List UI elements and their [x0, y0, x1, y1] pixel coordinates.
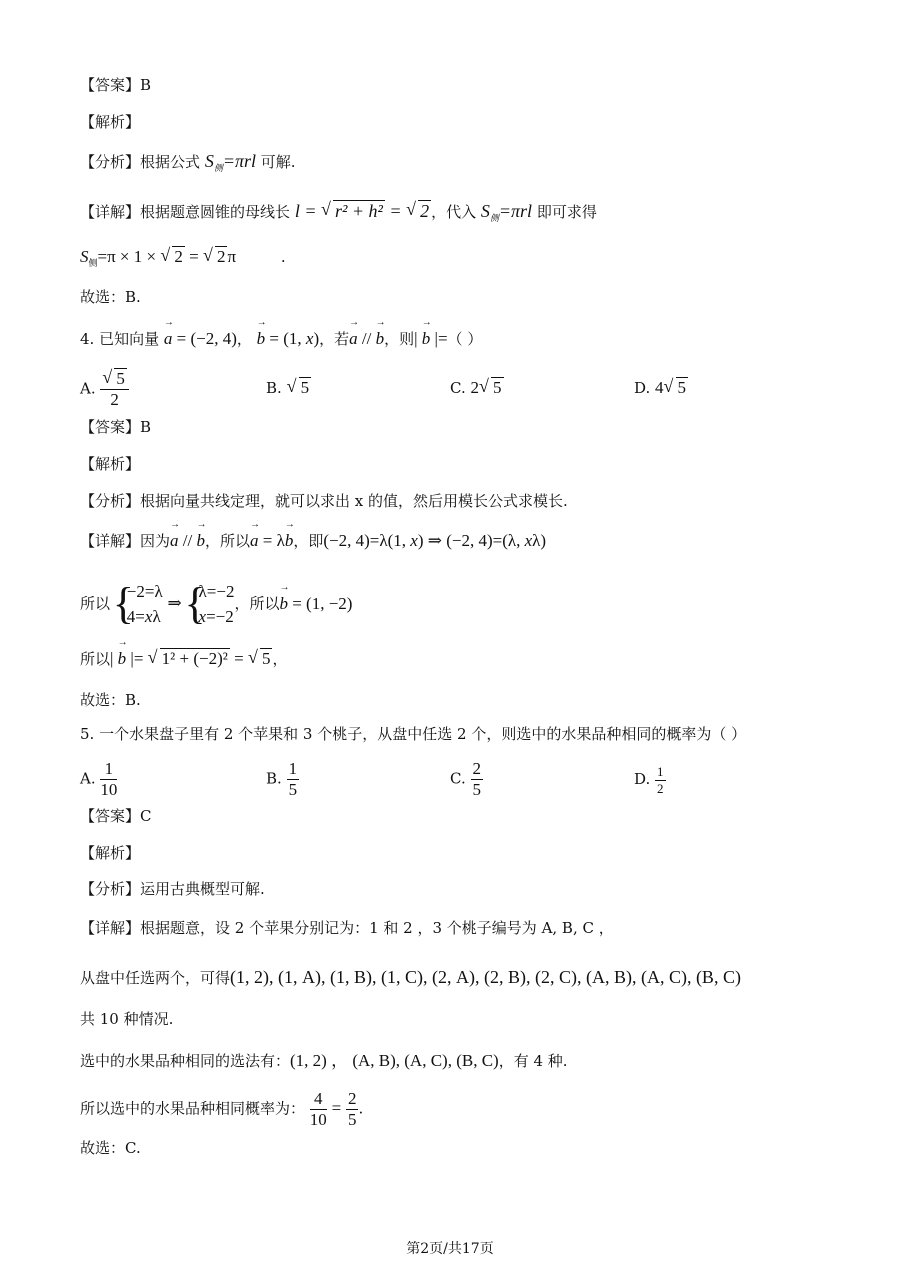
q3-formula-2: $S_侧=\pi rl$: [480, 201, 533, 223]
q3-answer: B: [140, 76, 152, 94]
q3-analysis-label: 【解析】: [80, 113, 141, 131]
q4-fenxi-line: [80, 494, 568, 509]
option-b-frac: $\frac{1}{5}$: [288, 759, 298, 799]
q4-norm: | → b |=: [414, 329, 447, 348]
answer-label: 【答案】: [80, 807, 141, 825]
q4-suoyi-b: ，所以: [234, 594, 280, 613]
q4-stem-text: 4. 已知向量: [80, 330, 160, 348]
q5-option-d: [634, 765, 666, 795]
q4-option-a: [80, 370, 129, 409]
q5-stem: 5. 一个水果盘子里有 2 个苹果和 3 个桃子，从盘中任选 2 个，则选中的水果品种相同的概率为（ ）: [80, 725, 747, 743]
q5-answer-line: [80, 809, 152, 824]
q4-answer: B: [140, 418, 152, 436]
q4-suoyi: 所以: [80, 650, 111, 668]
q4-stem-if: 若: [334, 330, 350, 348]
q4-coord-eq: (−2, 4)=λ(1, x) ⇒ (−2, 4)=(λ, xλ): [323, 531, 547, 550]
page-footer: 第2页/共17页: [406, 1241, 494, 1257]
q4-parallel: → a // → b: [349, 329, 384, 348]
q3-fenxi-tail: 可解.: [260, 153, 296, 171]
q5-fenxi-line: [80, 882, 265, 897]
q4-vector-a: → a = (−2, 4): [164, 329, 237, 348]
q3-detail-tail: 即可求得: [536, 203, 597, 221]
implies-icon: ⇒: [167, 593, 182, 613]
option-letter: B.: [266, 769, 282, 788]
option-letter: B.: [266, 379, 282, 397]
q4-detail-so: ，所以: [204, 532, 250, 550]
q3-detail-line: [80, 202, 597, 223]
q4-parallel-2: → a // → b: [170, 531, 205, 550]
choose-label: 故选：: [80, 1139, 126, 1157]
choose-label: 故选：: [80, 691, 126, 709]
option-c-math: 2√ 5: [471, 378, 504, 397]
option-a-frac: $\frac{1}{10}$: [100, 759, 118, 799]
q4-option-c: [450, 378, 504, 398]
q4-detail-text: 因为: [140, 532, 171, 550]
q3-detail-text: 根据题意圆锥的母线长: [140, 203, 291, 221]
fenxi-label: 【分析】: [80, 880, 141, 898]
option-c-frac: $\frac{2}{5}$: [472, 759, 481, 799]
q3-result-math: $S_侧=\pi \times 1$ × √ 2 = √ 2 π: [80, 247, 236, 266]
option-letter: D.: [634, 379, 651, 397]
q3-result-line: [80, 248, 286, 268]
q3-fenxi-line: [80, 152, 296, 173]
detail-label: 【详解】: [80, 919, 141, 937]
option-letter: D.: [634, 770, 651, 789]
q4-system-1: { −2=λ 4=xλ: [115, 580, 163, 629]
answer-label: 【答案】: [80, 76, 141, 94]
q3-detail-mid: ，代入: [431, 203, 477, 221]
q3-answer-line: [80, 78, 151, 93]
q5-frac-2: $\frac{2}{5}$: [347, 1089, 357, 1129]
q5-prob-text: 所以选中的水果品种相同概率为：: [80, 1099, 306, 1118]
q4-system-2: { λ=−2 x=−2: [187, 580, 235, 629]
q5-pairs-text: 从盘中任选两个，可得: [80, 969, 231, 987]
q5-answer: C: [140, 807, 152, 825]
q5-choose-line: [80, 1141, 141, 1156]
q4-stem-then: 则: [399, 330, 415, 348]
q5-pairs-line: [80, 968, 741, 986]
q4-norm-calc: | → b |= √ 1² + (−2)² = √ 5: [110, 649, 272, 668]
q4-choose: B.: [125, 691, 141, 709]
q4-stem: 4. 已知向量 → a = (−2, 4)， → b = (1, x)，若→ a // → b，则| → b |=（ ）: [80, 330, 482, 347]
q5-fenxi-text: 运用古典概型可解.: [140, 880, 265, 898]
q4-norm-line: 所以| → b |= √ 1² + (−2)² = √ 5 ，: [80, 650, 287, 667]
q4-b-result: → b = (1, −2): [279, 594, 352, 613]
q5-prob-line: 所以选中的水果品种相同概率为： $\frac{4}{10}$ = $\frac{2}{5}$ .: [80, 1089, 364, 1129]
q4-fenxi-text: 根据向量共线定理，就可以求出 x 的值，然后用模长公式求模长.: [140, 492, 568, 510]
option-letter: A.: [80, 769, 96, 788]
q5-frac-1: $\frac{4}{10}$: [309, 1089, 327, 1129]
fenxi-label: 【分析】: [80, 153, 141, 171]
q4-lambda-eq: → a = λ→ b: [250, 531, 293, 550]
q5-option-b: [266, 760, 299, 799]
q5-same-tail: ，有 4 种.: [498, 1052, 568, 1070]
q3-formula: $S_侧=\pi rl$: [204, 151, 256, 173]
option-b-math: √ 5: [287, 378, 312, 398]
q5-option-c: [450, 760, 483, 799]
q3-choose: B.: [125, 288, 141, 306]
detail-label: 【详解】: [80, 532, 141, 550]
q4-option-d: [634, 378, 688, 398]
option-a-math: √ $\frac{5}{2}$: [100, 370, 129, 409]
q5-count-line: 共 10 种情况.: [80, 1010, 174, 1028]
q4-system-line: [80, 580, 352, 629]
q5-same-line: [80, 1052, 568, 1069]
equals-icon: =: [331, 1098, 342, 1118]
option-letter: C.: [450, 769, 466, 788]
option-d-frac: $\frac{1}{2}$: [657, 764, 664, 796]
q4-suoyi: 所以: [80, 594, 111, 613]
q5-option-a: [80, 760, 117, 799]
q5-detail-text: 根据题意，设 2 个苹果分别记为：1 和 2 ，3 个桃子编号为 A, B, C ，: [140, 919, 614, 937]
option-letter: A.: [80, 379, 96, 398]
q4-analysis-label: 【解析】: [80, 455, 141, 473]
q3-choose-line: [80, 290, 141, 305]
q5-detail-line: [80, 921, 614, 936]
option-letter: C.: [450, 379, 466, 397]
q5-analysis-label: 【解析】: [80, 844, 141, 862]
q5-choose: C.: [125, 1139, 141, 1157]
q5-pairs-math: (1, 2), (1, A), (1, B), (1, C), (2, A), (2, B), (2, C), (A, B), (A, C), (B, C): [230, 967, 741, 987]
q5-same-math: (1, 2) ， (A, B), (A, C), (B, C): [290, 1051, 499, 1070]
q4-paren: （ ）: [447, 330, 483, 348]
detail-label: 【详解】: [80, 203, 141, 221]
q4-vector-b: → b = (1, x): [257, 329, 319, 348]
option-d-math: 4√ 5: [655, 378, 688, 397]
q3-result-tail: .: [280, 248, 286, 266]
q3-fenxi-text: 根据公式: [140, 153, 201, 171]
q4-answer-line: [80, 420, 151, 435]
q4-detail-ie: ，即: [293, 532, 324, 550]
fenxi-label: 【分析】: [80, 492, 141, 510]
choose-label: 故选：: [80, 288, 126, 306]
q4-option-b: [266, 378, 311, 398]
answer-label: 【答案】: [80, 418, 141, 436]
q3-slant-formula: l = √ r² + h² = √ 2: [295, 201, 431, 221]
q4-choose-line: [80, 693, 141, 708]
q5-same-text: 选中的水果品种相同的选法有：: [80, 1052, 291, 1070]
q4-detail-line: [80, 532, 546, 549]
